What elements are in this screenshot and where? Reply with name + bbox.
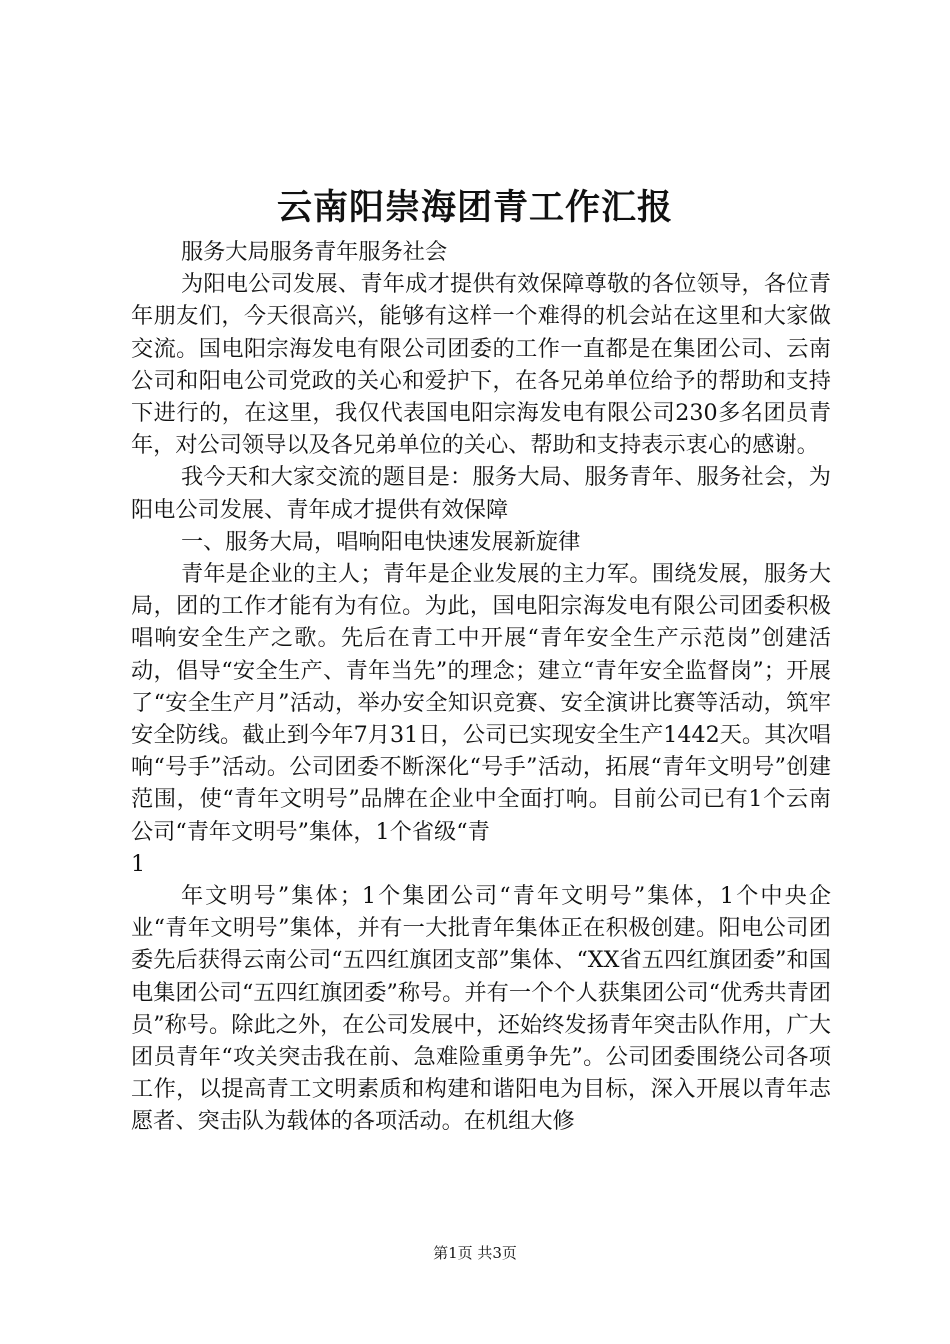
paragraph-topic: 我今天和大家交流的题目是：服务大局、服务青年、服务社会，为阳电公司发展、青年成才提供有效保障 xyxy=(131,464,831,523)
paragraph-continuation: 年文明号”集体；1个集团公司“青年文明号”集体，1个中央企业“青年文明号”集体，并有一大批青年集体正在积极创建。阳电公司团委先后获得云南公司“五四红旗团支部”集体、“XX省五四红旗团委”和国电集团公司“五四红旗团委”称号。并有一个个人获集团公司“优秀共青团员”称号。除此之外，在公司发展中，还始终发扬青年突击队作用，广大团员青年“攻关突击我在前、急难险重勇争先”。公司团委围绕公司各项工作，以提高青工文明素质和构建和谐阳电为目标，深入开展以青年志愿者、突击队为载体的各项活动。在机组大修 xyxy=(131,883,831,1135)
section-heading-1: 一、服务大局，唱响阳电快速发展新旋律 xyxy=(180,528,581,555)
paragraph-section-1: 青年是企业的主人；青年是企业发展的主力军。围绕发展，服务大局，团的工作才能有为有位。为此，国电阳宗海发电有限公司团委积极唱响安全生产之歌。先后在青工中开展“青年安全生产示范岗”创建活动，倡导“安全生产、青年当先”的理念；建立“青年安全监督岗”；开展了“安全生产月”活动，举办安全知识竞赛、安全演讲比赛等活动，筑牢安全防线。截止到今年7月31日，公司已实现安全生产1442天。其次唱响“号手”活动。公司团委不断深化“号手”活动，拓展“青年文明号”创建范围，使“青年文明号”品牌在企业中全面打响。目前公司已有1个云南公司“青年文明号”集体，1个省级“青 xyxy=(131,561,831,845)
page-footer: 第1页 共3页 xyxy=(433,1244,517,1262)
document-body xyxy=(131,236,831,1138)
paragraph-subtitle: 服务大局服务青年服务社会 xyxy=(180,239,448,265)
document-title: 云南阳崇海团青工作汇报 xyxy=(276,187,673,228)
paragraph-opening: 为阳电公司发展、青年成才提供有效保障尊敬的各位领导，各位青年朋友们，今天很高兴，能够有这样一个难得的机会站在这里和大家做交流。国电阳宗海发电有限公司团委的工作一直都是在集团公司、云南公司和阳电公司党政的关心和爱护下，在各兄弟单位给予的帮助和支持下进行的，在这里，我仅代表国电阳宗海发电有限公司230多名团员青年，对公司领导以及各兄弟单位的关心、帮助和支持表示衷心的感谢。 xyxy=(131,271,831,459)
paragraph-fragment: 1 xyxy=(131,850,146,877)
